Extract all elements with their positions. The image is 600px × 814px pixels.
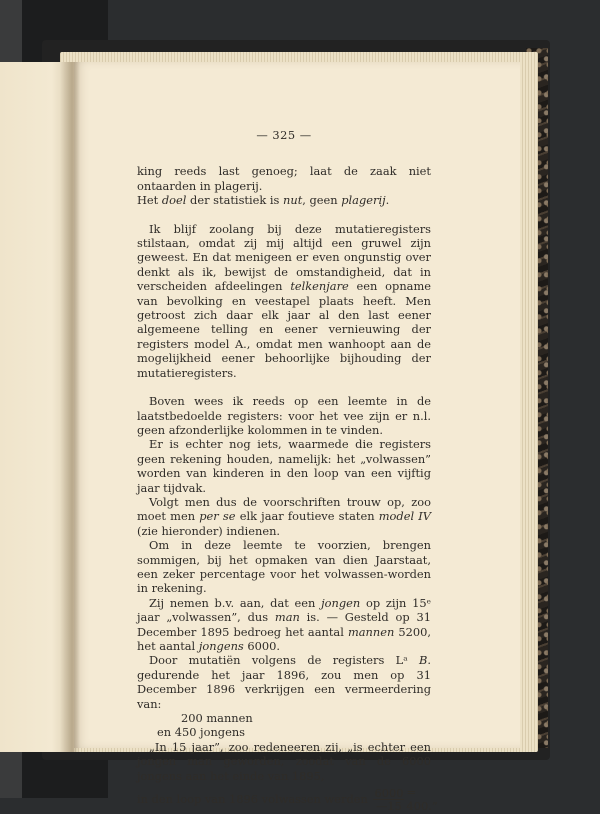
text-span: een opname van bevolking en veestapel plaats heeft. Men getroost zich daar elk jaar al den last eener algemeene telling en eener vernieuwing der registers model A., omdat men wanhoopt aan de mogelijkheid eener behoorlijke bijhouding der mutatieregisters. — [137, 279, 431, 380]
italic-span: per se — [199, 509, 236, 524]
italic-span: jongens — [198, 639, 244, 653]
text-line: king reeds last genoeg; laat de zaak niet ontaarden in plagerij. — [137, 164, 431, 193]
text-span: , geen — [302, 193, 342, 208]
text-span: = 400.” — [406, 785, 438, 814]
text-span: . — [385, 193, 390, 208]
paragraph-1 — [137, 164, 431, 207]
paragraph-gap — [137, 380, 431, 394]
paragraph-5 — [137, 495, 431, 538]
text-span: Het — [137, 193, 162, 208]
text-span: . gedurende het jaar 1896, zou men op 31 December 1896 verkrijgen een vermeerdering van: — [137, 653, 431, 711]
count-jongens: en 450 jongens — [157, 725, 245, 740]
text-span: in den loop van 1896 volwassen werden — [137, 792, 372, 807]
fraction-line — [137, 785, 438, 814]
italic-span: jongen — [321, 595, 361, 610]
italic-span: B — [419, 653, 428, 668]
text-span: is. — Gesteld op 31 December 1895 bedroeg het aantal — [137, 610, 432, 639]
text-span: op zijn 15ᵉ jaar „volwassen”, dus — [137, 595, 431, 625]
italic-span: man — [274, 610, 300, 625]
italic-span: doel — [161, 193, 187, 208]
paragraph-8 — [137, 653, 431, 711]
paragraph-4: Er is echter nog iets, waarmede die registers geen rekening houden, namelijk: het „volwassen” worden van kinderen in den loop van een vijftig jaar tijdvak. — [137, 437, 431, 495]
page-number: — 325 — — [256, 128, 312, 142]
italic-span: telkenjare — [290, 279, 349, 294]
text-span: Ik blijf zoolang bij deze mutatieregisters stilstaan, omdat zij mij altijd een gruwel zijn geweest. En dat menigeen er even ongunstig over denkt als ik, bewijst de omstandigheid, dat in verscheiden afdeelingen — [137, 221, 431, 294]
text-span: Volgt men dus de voorschriften trouw op, zoo moet men — [137, 494, 431, 524]
text-span: elk jaar foutieve staten — [235, 509, 379, 524]
text-span: Door mutatiën volgens de registers Lᵃ — [149, 653, 419, 668]
paragraph-6: Om in deze leemte te voorzien, brengen sommigen, bij het opmaken van dien Jaarstaat, een zeker percentage voor het volwassen-worden in rekening. — [137, 538, 431, 596]
italic-span: plagerij — [341, 193, 386, 208]
italic-span: mannen — [347, 624, 395, 639]
italic-span: model IV — [378, 509, 432, 524]
paragraph-2 — [137, 222, 431, 380]
paragraph-gap — [137, 208, 431, 222]
text-span: 6000. — [243, 639, 281, 653]
count-mannen: 200 mannen — [181, 711, 253, 726]
fraction — [373, 787, 404, 812]
text-span: (zie hieronder) indienen. — [137, 523, 281, 538]
text-span: Zij nemen b.v. aan, dat een — [149, 595, 322, 610]
paragraph-7 — [137, 596, 431, 654]
fraction-numerator: 6000 — [374, 785, 404, 800]
fraction-denominator: —15 — [376, 798, 402, 813]
paragraph-9: „In 15 jaar”, zoo redeneeren zij, „is echter een jongen man geworden, zoodat van de 6000 jongens aan het einde van 1895, — [137, 739, 431, 783]
page-text — [137, 128, 438, 814]
gutter-shadow — [60, 62, 80, 752]
text-span: der statistiek is — [186, 193, 284, 208]
italic-span: nut — [283, 193, 303, 208]
text-span: 5200, het aantal — [137, 624, 431, 653]
paragraph-3: Boven wees ik reeds op een leemte in de laatstbedoelde registers: voor het vee zijn er n.l. geen afzonderlijke kolommen in te vinden. — [137, 394, 431, 437]
